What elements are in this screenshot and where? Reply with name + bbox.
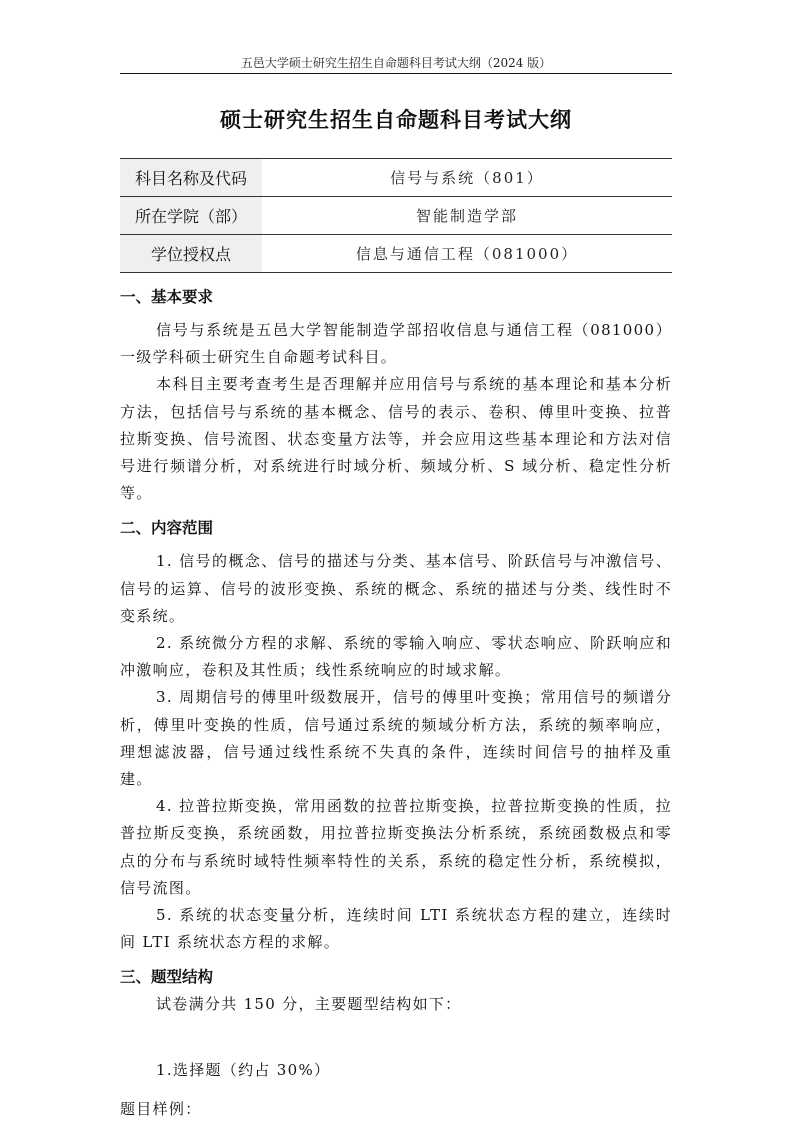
question-type: 1.选择题（约占 30%） <box>156 1060 331 1079</box>
row-label: 学位授权点 <box>120 235 262 273</box>
header-rule <box>120 73 672 74</box>
section-heading: 一、基本要求 <box>120 288 214 306</box>
table-row <box>120 159 672 197</box>
list-item: 5. 系统的状态变量分析，连续时间 LTI 系统状态方程的建立，连续时间 LTI 系统状态方程的求解。 <box>120 906 672 952</box>
document-body <box>120 284 672 1123</box>
list-item: 1. 信号的概念、信号的描述与分类、基本信号、阶跃信号与冲激信号、信号的运算、信号的波形变换、系统的概念、系统的描述与分类、线性时不变系统。 <box>120 552 672 625</box>
table-row <box>120 235 672 273</box>
list-item: 3. 周期信号的傅里叶级数展开，信号的傅里叶变换；常用信号的频谱分析，傅里叶变换的性质，信号通过系统的频域分析方法，系统的频率响应，理想滤波器，信号通过线性系统不失真的条件，连续时间信号的抽样及重建。 <box>120 688 672 789</box>
paragraph: 试卷满分共 150 分，主要题型结构如下： <box>156 995 462 1014</box>
section-heading: 三、题型结构 <box>120 968 214 987</box>
list-item: 2. 系统微分方程的求解、系统的零输入响应、零状态响应、阶跃响应和冲激响应，卷积及其性质；线性系统响应的时域求解。 <box>120 634 672 680</box>
list-item: 4. 拉普拉斯变换，常用函数的拉普拉斯变换，拉普拉斯变换的性质，拉普拉斯反变换，系统函数，用拉普拉斯变换法分析系统，系统函数极点和零点的分布与系统时域特性频率特性的关系，系统的稳定性分析，系统模拟，信号流图。 <box>120 797 672 897</box>
row-value: 智能制造学部 <box>262 197 672 235</box>
paragraph: 本科目主要考查考生是否理解并应用信号与系统的基本理论和基本分析方法，包括信号与系统的基本概念、信号的表示、卷积、傅里叶变换、拉普拉斯变换、信号流图、状态变量方法等，并会应用这些基本理论和方法对信号进行频谱分析，对系统进行时域分析、频域分析、S 域分析、稳定性分析等。 <box>120 375 672 503</box>
running-header: 五邑大学硕士研究生招生自命题科目考试大纲（2024 版） <box>240 56 552 70</box>
section-heading: 二、内容范围 <box>120 519 214 538</box>
document-title: 硕士研究生招生自命题科目考试大纲 <box>220 108 572 132</box>
sample-label: 题目样例： <box>120 1099 202 1118</box>
info-table <box>120 158 672 273</box>
row-value: 信号与系统（801） <box>262 159 672 197</box>
row-label: 所在学院（部） <box>120 197 262 235</box>
row-label: 科目名称及代码 <box>120 159 262 197</box>
paragraph: 信号与系统是五邑大学智能制造学部招收信息与通信工程（081000）一级学科硕士研究生自命题考试科目。 <box>120 321 672 367</box>
table-row <box>120 197 672 235</box>
row-value: 信息与通信工程（081000） <box>262 235 672 273</box>
